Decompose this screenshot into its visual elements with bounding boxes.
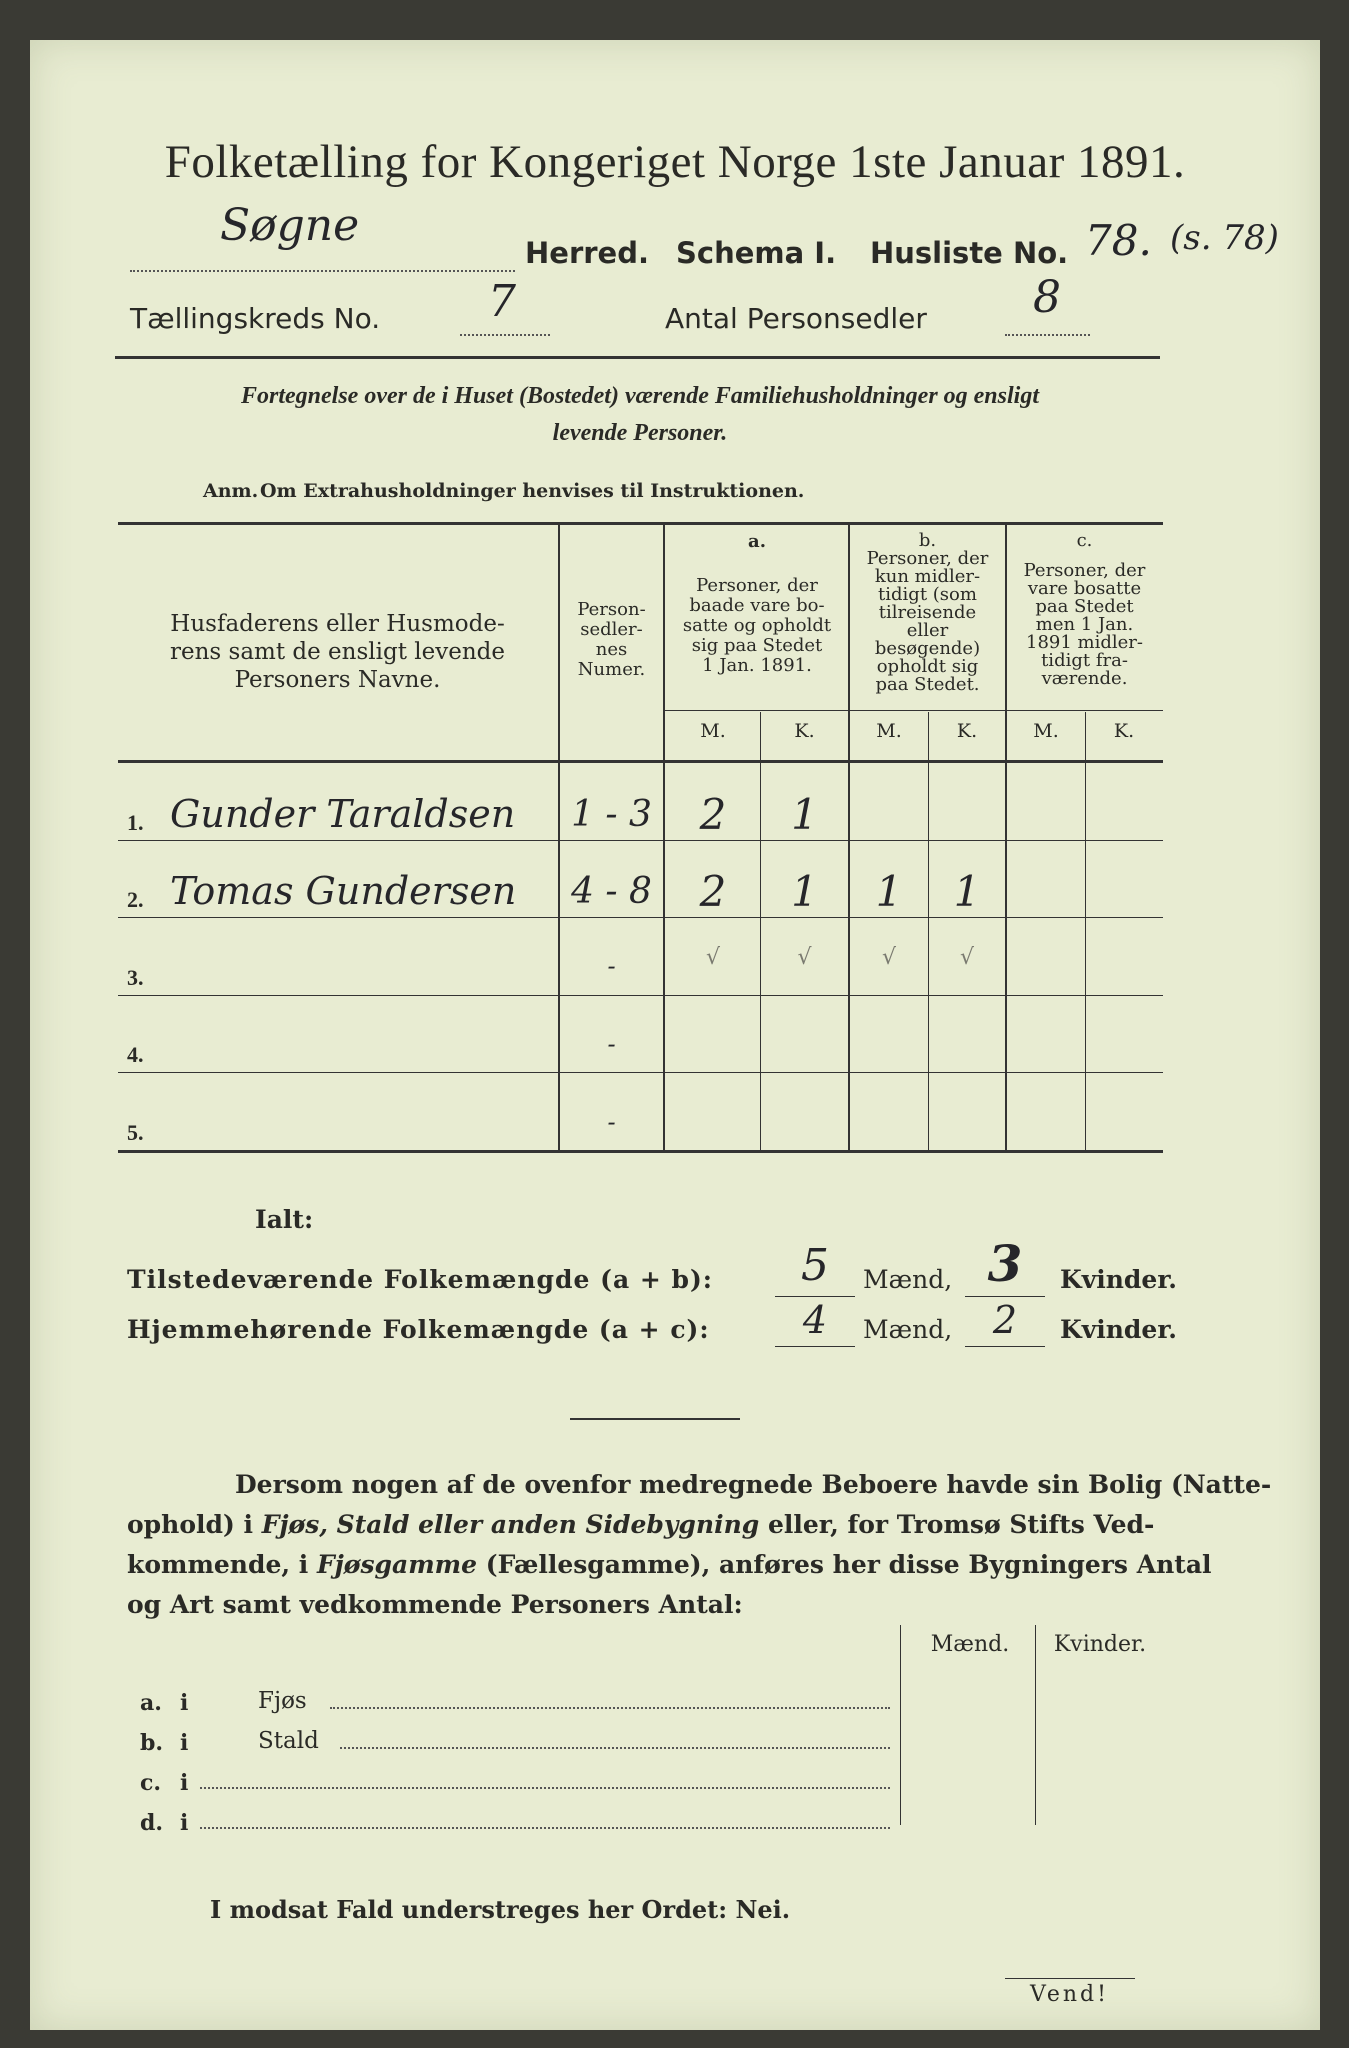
building-b-key: b. [140,1730,164,1756]
husliste-value: 78. [1085,216,1152,265]
intro-line-1: Fortegnelse over de i Huset (Bostedet) værende Familiehusholdninger og ensligt [241,383,1039,409]
row-3-a-k-check: √ [797,945,812,970]
row-rule-2 [118,917,1163,918]
col-a-line-4: sig paa Stedet [691,635,823,656]
col-num-line-2: sedler- [580,619,643,640]
col-a-header [666,532,848,676]
kreds-label: Tællingskreds No. [130,302,381,335]
row-5-num: - [607,1108,616,1136]
col-num-line-1: Person- [577,599,646,620]
row-2-a-m: 2 [699,867,727,916]
building-vline-2 [1035,1625,1036,1825]
building-d-key: d. [140,1810,164,1836]
tilst-m-value: 5 [801,1240,829,1291]
col-c-line-7: værende. [1041,668,1128,689]
col-a-key: a. [748,531,766,552]
footer-para-line-4: og Art samt vedkommende Personers Antal: [127,1590,743,1619]
footer-p3-b: (Fællesgamme), anføres her disse Bygningers Antal [477,1550,1212,1579]
row-2-a-k: 1 [791,867,818,916]
building-maend-head: Mænd. [930,1632,1010,1657]
schema-label: Schema I. [676,236,837,270]
row-3-a-m-check: √ [705,945,721,970]
col-b-line-6: besøgende) [874,638,981,659]
row-1-a-m: 2 [699,790,727,839]
row-rule-3 [118,995,1163,996]
footer-para-line-3 [127,1550,1212,1579]
col-c-line-2: vare bosatte [1027,578,1142,599]
kreds-value: 7 [488,276,516,327]
footer-p2-a: ophold) i [127,1510,262,1539]
building-a-key: a. [140,1690,162,1716]
building-kvinder-head: Kvinder. [1053,1632,1147,1657]
header-rule [115,356,1160,359]
col-c-line-6: tidigt fra- [1041,650,1128,671]
col-b-line-5: eller [906,620,949,641]
tilst-kvinder-label: Kvinder. [1060,1265,1177,1294]
row-2-number: 2. [127,887,144,912]
col-c-line-4: men 1 Jan. [1035,614,1134,635]
row-rule-4 [118,1072,1163,1073]
tilst-maend-label: Mænd, [863,1265,953,1294]
building-a-label: Fjøs [258,1688,307,1714]
col-names-line-3: Personers Navne. [234,667,441,693]
building-a-dots [330,1706,890,1709]
building-c-pre: i [180,1770,189,1796]
col-num-header [560,600,663,680]
row-5-number: 5. [127,1120,144,1145]
tilst-k-line [965,1296,1045,1297]
col-b-line-8: paa Stedet. [875,674,980,695]
col-a-line-3: satte og opholdt [682,615,832,636]
antal-value: 8 [1033,272,1061,323]
mk-header-rule [663,710,1163,711]
col-a-line-2: baade vare bo- [689,595,825,616]
row-2-b-m: 1 [875,867,903,916]
intro-line-2: levende Personer. [552,420,728,446]
row-2-num: 4 - 8 [571,871,652,912]
col-b-line-2: kun midler- [874,566,981,587]
footer-para-line-2 [127,1510,1154,1539]
building-a-pre: i [180,1690,189,1716]
col-num-line-4: Numer. [577,659,646,680]
col-c-m-label: M. [1033,720,1059,742]
row-1-number: 1. [127,810,144,835]
tilst-k-value: 3 [987,1234,1023,1293]
footer-para-line-1: Dersom nogen af de ovenfor medregnede Beboere havde sin Bolig (Natte- [235,1470,1272,1499]
footer-p3-italic: Fjøsgamme [316,1550,478,1579]
building-vline-1 [900,1625,901,1825]
hjem-k-line [965,1346,1045,1347]
building-b-label: Stald [258,1728,319,1754]
row-4-number: 4. [127,1042,144,1067]
census-form-sheet [30,40,1320,2030]
col-a-k-label: K. [794,720,815,742]
vend-label: Vend! [1030,1982,1109,2007]
col-names-line-2: rens samt de ensligt levende [170,639,505,665]
form-title: Folketælling for Kongeriget Norge 1ste Januar 1891. [164,136,1186,188]
building-b-pre: i [180,1730,189,1756]
hjem-maend-label: Mænd, [863,1315,953,1344]
row-3-b-m-check: √ [881,945,897,970]
col-b-k-label: K. [956,720,978,742]
col-c-line-5: 1891 midler- [1026,632,1143,653]
col-a-line-1: Personer, der [696,575,818,596]
tilst-label: Tilstedeværende Folkemængde (a + b): [127,1265,714,1294]
row-2-name: Tomas Gundersen [170,869,517,913]
anm-text: Om Extrahusholdninger henvises til Instruktionen. [260,480,805,502]
building-d-dots [200,1826,890,1829]
col-b-key: b. [918,530,937,551]
hjem-m-line [775,1346,855,1347]
building-c-dots [200,1786,890,1789]
row-1-name: Gunder Taraldsen [170,792,516,836]
tilst-m-line [775,1296,855,1297]
table-vline-c-mk [1085,712,1086,1151]
hjem-label: Hjemmehørende Folkemængde (a + c): [127,1315,710,1344]
col-b-line-3: tidigt (som [878,584,977,605]
col-b-line-7: opholdt sig [876,656,979,677]
col-a-line-5: 1 Jan. 1891. [702,655,812,676]
husliste-note: (s. 78) [1170,218,1279,258]
row-1-num: 1 - 3 [571,794,652,835]
table-vline-a [663,524,665,1151]
col-b-m-label: M. [876,720,902,742]
col-names-line-1: Husfaderens eller Husmode- [170,611,505,637]
col-c-line-1: Personer, der [1023,560,1146,581]
table-vline-b-mk [928,712,929,1151]
row-1-a-k: 1 [791,790,818,839]
nei-line: I modsat Fald understreges her Ordet: Nei. [210,1895,791,1924]
antal-label: Antal Personsedler [665,302,927,335]
col-b-line-4: tilreisende [878,602,977,623]
row-2-b-k: 1 [953,867,981,916]
row-rule-1 [118,840,1163,841]
herred-value: Søgne [220,200,360,251]
ialt-label: Ialt: [255,1205,314,1234]
row-4-num: - [607,1030,616,1058]
col-c-k-label: K. [1113,720,1135,742]
row-3-num: - [607,952,616,980]
footer-p3-a: kommende, i [127,1550,317,1579]
hjem-kvinder-label: Kvinder. [1060,1315,1177,1344]
col-a-m-label: M. [700,720,726,742]
col-c-line-3: paa Stedet [1035,596,1134,617]
col-c-header [1007,532,1162,688]
section-divider [570,1418,740,1420]
row-3-b-k-check: √ [959,945,975,970]
husliste-label: Husliste No. [870,236,1069,270]
table-vline-a-mk [760,712,761,1151]
row-3-number: 3. [127,965,144,990]
col-b-header [850,532,1005,694]
building-d-pre: i [180,1810,189,1836]
building-c-key: c. [140,1770,162,1796]
hjem-m-value: 4 [802,1298,828,1342]
herred-label: Herred. [525,236,649,270]
anm-label: Anm. [203,480,259,502]
footer-p2-b: eller, for Tromsø Stifts Ved- [759,1510,1155,1539]
building-b-dots [340,1746,890,1749]
hjem-k-value: 2 [992,1298,1018,1342]
col-c-key: c. [1076,530,1093,551]
vend-rule [1005,1978,1135,1979]
col-b-line-1: Personer, der [866,548,989,569]
footer-p2-italic: Fjøs, Stald eller anden Sidebygning [261,1510,760,1539]
col-names-header [125,610,550,694]
col-num-line-3: nes [595,639,628,660]
